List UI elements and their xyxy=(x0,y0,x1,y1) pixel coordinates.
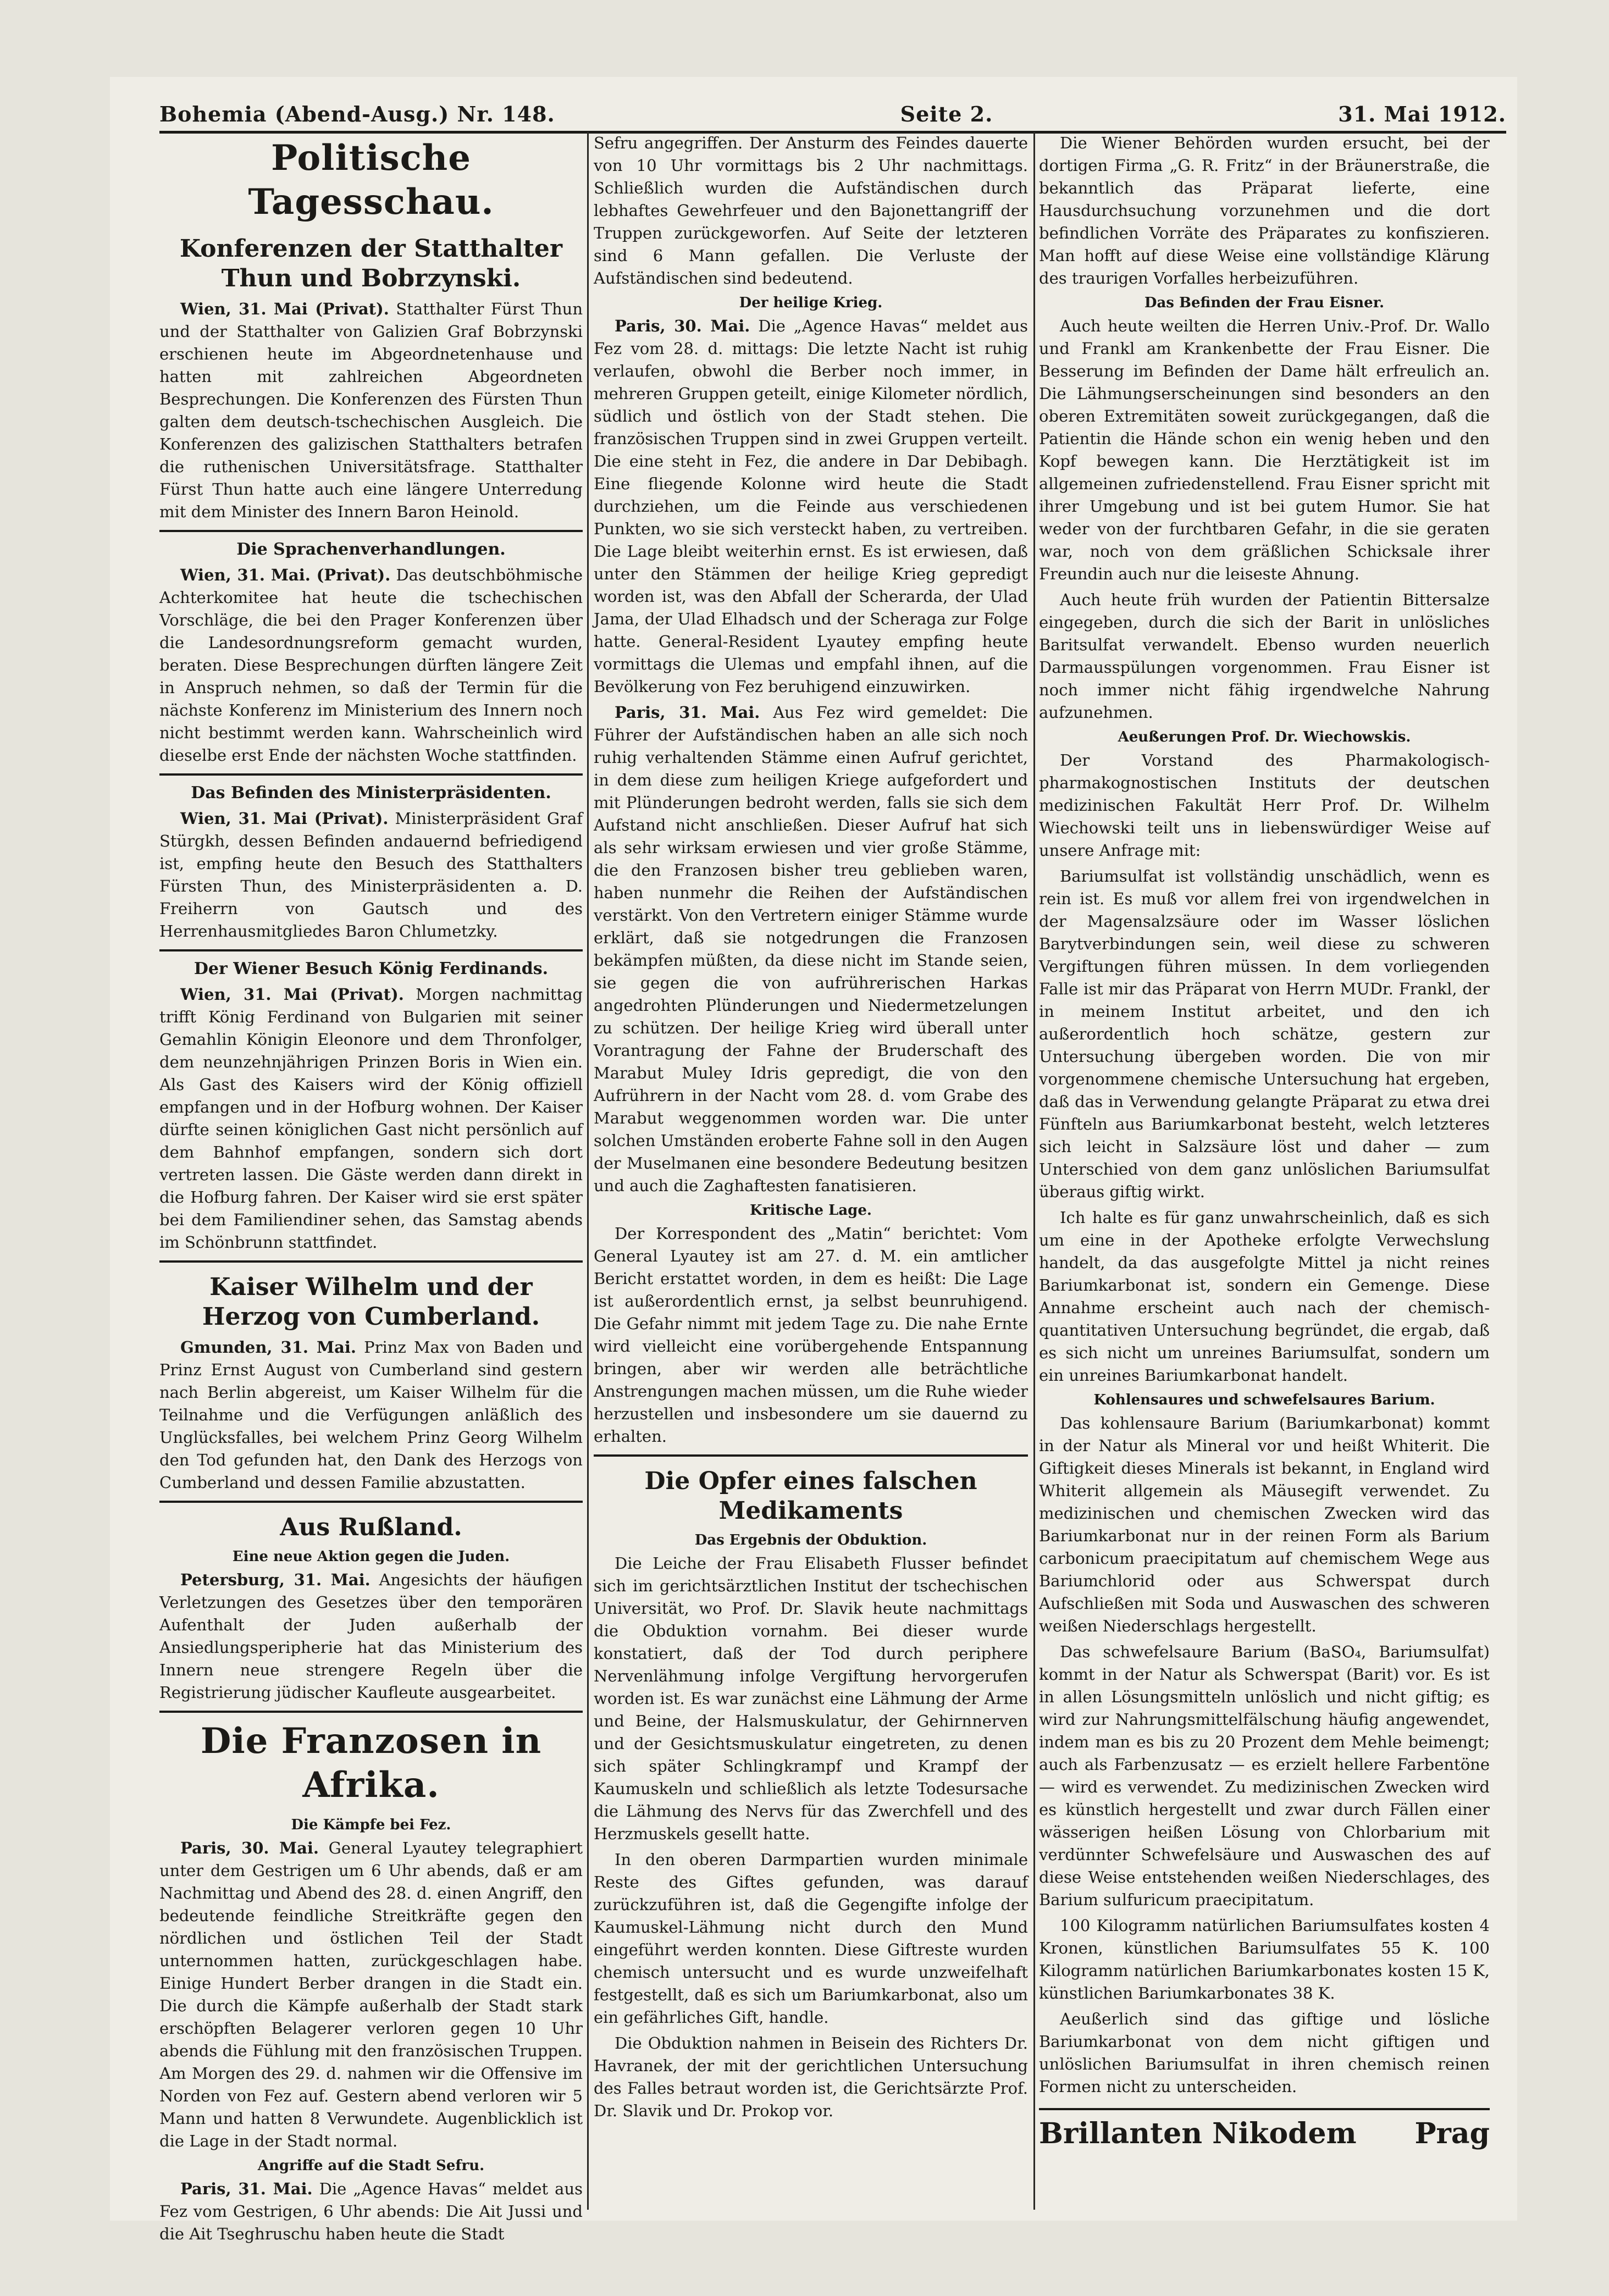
column-rule-2 xyxy=(1033,132,1035,2210)
article-text: Das schwefelsaure Barium (BaSO₄, Bariumsulfat) kommt in der Natur als Schwerspat (Barit) vor. Es ist in allen Lösungsmitteln unlöslich und nicht giftig; es wird zur Nahrungsmittelfälschung häufig angewendet, indem man es bis zu 20 Prozent dem Mehle beimengt; auch als Farbenzusatz — es erzielt hellere Farbentöne — wird es verwendet. Zu medizinischen Zwecken wird es künstlich hergestellt und zwar durch Fällen einer wässerigen heißen Lösung von Chlorbarium mit verdünnter Schwefelsäure und Auswaschen des auf diese Weise entstehenden weißen Niederschlages, des Barium sulfuricum praecipitatum. xyxy=(1039,1642,1490,1909)
article-text: Ministerpräsident Graf Stürgkh, dessen Befinden andauernd befriedigend ist, empfing heute den Besuch des Statthalters Fürsten Thun, des Ministerpräsidenten a. D. Freiherrn von Gautsch und des Herrenhausmitgliedes Baron Chlumetzky. xyxy=(159,809,583,940)
ad-name: Brillanten Nikodem xyxy=(1039,2117,1357,2150)
dateline: Wien, 31. Mai (Privat). xyxy=(180,809,389,828)
article-title: Die Opfer eines falschen Medikaments xyxy=(644,1467,977,1525)
article-text: Statthalter Fürst Thun und der Statthalter von Galizien Graf Bobrzynski erschienen heute im Abgeordnetenhause und hatten mit zahlreichen Abgeordneten Besprechungen. Die Konferenzen des Fürsten Thun galten dem deutsch-tschechischen Ausgleich. Die Konferenzen des galizischen Statthalters betrafen die ruthenischen Universitätsfrage. Statthalter Fürst Thun hatte auch eine längere Unterredung mit dem Minister des Innern Baron Heinold. xyxy=(159,300,583,521)
article-title: Aus Rußland. xyxy=(280,1513,462,1541)
article-text: 100 Kilogramm natürlichen Bariumsulfates kosten 4 Kronen, künstlichen Bariumsulfates 55 K. 100 Kilogramm natürlichen Bariumkarbonates kosten 15 K, künstlichen Bariumkarbonates 38 K. xyxy=(1039,1916,1490,2002)
article-body xyxy=(594,701,1028,1197)
article-text: Bariumsulfat ist vollständig unschädlich, wenn es rein ist. Es muß vor allem frei von irgendwelchen in der Magensalzsäure oder im Wasser löslichen Barytverbindungen sein, weil diese zu schweren Vergiftungen führen müssen. In dem vorliegenden Falle ist mir das Präparat von Herrn MUDr. Frankl, der in meinem Institut arbeitet, und den ich außerordentlich hoch schätze, gestern zur Untersuchung übergeben worden. Die von mir vorgenommene chemische Untersuchung hat ergeben, daß das in Verwendung gelangte Präparat zu etwa drei Fünfteln aus Bariumkarbonat besteht, welch letzteres sich leicht in Salzsäure löst und daher — zum Unterschied von dem ganz unlöslichen Bariumsulfat überaus giftig wirkt. xyxy=(1039,867,1490,1201)
divider xyxy=(594,1454,1028,1457)
divider xyxy=(159,1711,583,1713)
divider xyxy=(159,530,583,532)
article-body xyxy=(159,1569,583,1704)
article-text: Die Wiener Behörden wurden ersucht, bei der dortigen Firma „G. R. Fritz“ in der Bräunerstraße, die bekanntlich das Präparat lieferte, eine Hausdurchsuchung vorzunehmen und die dort befindlichen Vorräte des Präparates zu konfiszieren. Man hofft auf diese Weise eine vollständige Klärung des traurigen Vorfalles herbeizuführen. xyxy=(1039,134,1490,287)
divider xyxy=(159,949,583,951)
section-kicker: Angriffe auf die Stadt Sefru. xyxy=(257,2157,485,2174)
article-text: Aeußerlich sind das giftige und lösliche Bariumkarbonat von dem nicht giftigen und unlöslichen Bariumsulfat in ihren chemisch reinen Formen nicht zu unterscheiden. xyxy=(1039,2010,1490,2096)
dateline: Paris, 30. Mai. xyxy=(180,1839,319,1857)
dateline: Paris, 30. Mai. xyxy=(615,317,750,335)
article-body xyxy=(159,298,583,523)
article-text: Die „Agence Havas“ meldet aus Fez vom Gestrigen, 6 Uhr abends: Die Ait Jussi und die Ait Tseghruschu haben heute die Stadt xyxy=(159,2179,583,2243)
ad-city: Prag xyxy=(1414,2117,1490,2150)
article-body xyxy=(159,1336,583,1494)
dateline: Wien, 31. Mai. (Privat). xyxy=(180,566,391,584)
article-text: Auch heute früh wurden der Patientin Bittersalze eingegeben, durch die sich der Barit in unlösliches Baritsulfat verwandelt. Ebenso wurden neuerlich Darmausspülungen vorgenommen. Frau Eisner ist noch immer nicht fähig irgendwelche Nahrung aufzunehmen. xyxy=(1039,590,1490,722)
divider xyxy=(159,1260,583,1263)
article-text: Angesichts der häufigen Verletzungen des Gesetzes über den temporären Aufenthalt der Juden außerhalb der Ansiedlungsperipherie hat das Ministerium des Innern neue strengere Regeln über die Registrierung jüdischer Kaufleute ausgearbeitet. xyxy=(159,1570,583,1702)
advertisement xyxy=(1039,2108,1490,2153)
divider xyxy=(159,1501,583,1503)
article-text: Prinz Max von Baden und Prinz Ernst August von Cumberland sind gestern nach Berlin abgereist, um Kaiser Wilhelm für die Teilnahme und die Verfügungen anläßlich des Unglücksfalles, bei welchem Prinz Georg Wilhelm den Tod gefunden hat, den Dank des Herzogs von Cumberland und dessen Familie abzustatten. xyxy=(159,1338,583,1492)
section-kicker: Kohlensaures und schwefelsaures Barium. xyxy=(1093,1392,1435,1408)
article-body xyxy=(159,564,583,767)
article-text: Das deutschböhmische Achterkomitee hat heute die tschechischen Vorschläge, die bei den Prager Konferenzen über die Landesordnungsreform gemacht wurden, beraten. Diese Besprechungen dürften längere Zeit in Anspruch nehmen, so daß der Termin für die nächste Konferenz im Ministerium des Innern noch nicht bestimmt werden kann. Wahrscheinlich wird dieselbe erst Ende der nächsten Woche stattfinden. xyxy=(159,566,583,765)
article-body xyxy=(159,2178,583,2245)
article-text: Das kohlensaure Barium (Bariumkarbonat) kommt in der Natur als Mineral vor und heißt Whiterit. Die Giftigkeit dieses Minerals ist bekannt, in England wird Whiterit allgemein als Mäusegift verwendet. Zu medizinischen und chemischen Zwecken wird das Bariumkarbonat nur in der reinen Form als Barium carbonicum praecipitatum auf chemischem Wege aus Bariumchlorid oder aus Schwerspat durch Aufschließen mit Soda und Auswaschen des schweren weißen Niederschlags hergestellt. xyxy=(1039,1414,1490,1635)
article-title: Die Sprachenverhandlungen. xyxy=(236,540,506,559)
column-rule-1 xyxy=(587,132,589,2210)
article-title: Konferenzen der Statthalter Thun und Bobrzynski. xyxy=(179,235,563,292)
dateline: Petersburg, 31. Mai. xyxy=(180,1570,371,1589)
article-text: In den oberen Darmpartien wurden minimale Reste des Giftes gefunden, was darauf zurückzuführen ist, daß die Gegengifte infolge der Kaumuskel-Lähmung nicht durch den Mund eingeführt werden konnten. Diese Giftreste wurden chemisch untersucht und es wurde unzweifelhaft festgestellt, daß es sich um Bariumkarbonat, also um ein gefährliches Gift, handle. xyxy=(594,1850,1028,2027)
article-body xyxy=(594,315,1028,698)
dateline: Paris, 31. Mai. xyxy=(615,703,760,722)
section-kicker: Der heilige Krieg. xyxy=(739,295,883,311)
article-text: Ich halte es für ganz unwahrscheinlich, daß es sich um eine in der Apotheke erfolgte Verwechslung handelt, da das ausgefolgte Mittel ja nicht reines Bariumkarbonat ist, sondern ein Gemenge. Diese Annahme erscheint auch nach der chemisch-quantitativen Untersuchung begründet, die ergab, daß es sich nicht um unreines Bariumsulfat, sondern um ein unreines Bariumkarbonat handelt. xyxy=(1039,1208,1490,1385)
article-title: Die Franzosen in Afrika. xyxy=(200,1720,542,1806)
dateline: Wien, 31. Mai (Privat). xyxy=(180,985,404,1004)
article-subtitle: Das Ergebnis der Obduktion. xyxy=(694,1532,927,1548)
section-kicker: Aeußerungen Prof. Dr. Wiechowskis. xyxy=(1118,729,1411,745)
column-2 xyxy=(594,132,1028,2210)
column-3 xyxy=(1039,132,1490,2210)
article-title: Kaiser Wilhelm und der Herzog von Cumberland. xyxy=(202,1273,540,1331)
article-body xyxy=(159,983,583,1254)
article-title: Der Wiener Besuch König Ferdinands. xyxy=(193,959,549,978)
article-title: Das Befinden des Ministerpräsidenten. xyxy=(191,783,551,803)
dateline: Wien, 31. Mai (Privat). xyxy=(180,300,389,318)
section-kicker: Kritische Lage. xyxy=(750,1202,872,1219)
article-subtitle: Die Kämpfe bei Fez. xyxy=(291,1817,451,1833)
article-text: General Lyautey telegraphiert unter dem Gestrigen um 6 Uhr abends, daß er am Nachmittag und Abend des 28. d. einen Angriff, den bedeutende feindliche Streitkräfte gegen den nördlichen und östlichen Teil der Stadt unternommen hatten, zurückgeschlagen habe. Einige Hundert Berber drangen in die Stadt ein. Die durch die Kämpfe außerhalb der Stadt stark erschöpften Belagerer verloren gegen 10 Uhr abends die Fühlung mit den französischen Truppen. Am Morgen des 29. d. nahmen wir die Offensive im Norden von Fez auf. Gestern abend verloren wir 5 Mann und hatten 8 Verwundete. Augenblicklich ist die Lage in der Stadt normal. xyxy=(159,1839,583,2150)
masthead-page-number: Seite 2. xyxy=(900,102,993,126)
masthead-title: Bohemia (Abend-Ausg.) Nr. 148. xyxy=(159,102,555,126)
article-body xyxy=(159,1837,583,2153)
article-text: Aus Fez wird gemeldet: Die Führer der Aufständischen haben an alle sich noch ruhig verhaltenden Stämme einen Aufruf gerichtet, in dem diese zum heiligen Kriege aufgefordert und mit Plünderungen bedroht werden, falls sie sich dem Aufstand nicht anschließen. Dieser Aufruf hat sich als sehr wirksam erwiesen und vier große Stämme, die den Franzosen bisher treu geblieben waren, haben nunmehr die Reihen der Aufständischen verstärkt. Von den Vertretern einiger Stämme wurde erklärt, daß sie notgedrungen die Franzosen bekämpfen müßten, da diese nicht im Stande seien, sie gegen die von aufrührerischen Harkas angedrohten Plünderungen und Niedermetzelungen zu schützen. Der heilige Krieg wird überall unter Vorantragung der Fahne der Bruderschaft des Marabut Muley Idris gepredigt, die von den Aufrührern in der Nacht vom 28. d. vom Grabe des Marabut weggenommen worden war. Die unter solchen Umständen eroberte Fahne soll in den Augen der Muselmanen eine besondere Bedeutung besitzen und auch die Zaghaftesten fanatisieren. xyxy=(594,703,1028,1195)
article-text: Die Leiche der Frau Elisabeth Flusser befindet sich im gerichtsärztlichen Institut der tschechischen Universität, wo Prof. Dr. Slavik heute nachmittags die Obduktion vornahm. Bei dieser wurde konstatiert, daß der Tod durch periphere Nervenlähmung infolge Vergiftung hervorgerufen worden ist. Es war zunächst eine Lähmung der Arme und Beine, der Halsmuskulatur, der Gehirnnerven und der Gesichtsmuskulatur eingetreten, zu denen sich später Schlingkrampf und Krampf der Kaumuskeln und schließlich als letzte Todesursache die Lähmung des Nervs für das Zwerchfell und des Herzmuskels gesellt hatte. xyxy=(594,1554,1028,1843)
article-subtitle: Eine neue Aktion gegen die Juden. xyxy=(232,1548,510,1565)
newspaper-page xyxy=(110,77,1517,2243)
masthead xyxy=(159,77,1506,134)
article-text: Morgen nachmittag trifft König Ferdinand von Bulgarien mit seiner Gemahlin Königin Eleonore und dem Thronfolger, dem neunzehnjährigen Prinzen Boris in Wien ein. Als Gast des Kaisers wird der König offiziell empfangen und in der Hofburg wohnen. Der Kaiser dürfte seinen königlichen Gast nicht persönlich auf dem Bahnhof empfangen, sondern sich dort vertreten lassen. Die Gäste werden dann direkt in die Hofburg fahren. Der Kaiser wird sie erst später bei dem Familiendiner sehen, das Samstag abends im Schönbrunn stattfindet. xyxy=(159,985,583,1252)
section-banner: Politische Tagesschau. xyxy=(248,137,494,223)
article-text: Die „Agence Havas“ meldet aus Fez vom 28. d. mittags: Die letzte Nacht ist ruhig verlaufen, obwohl die Berber noch immer, in mehreren Gruppen geteilt, einige Kilometer nördlich, südlich und östlich von der Stadt stehen. Die französischen Truppen sind in zwei Gruppen verteilt. Die eine steht in Fez, die andere in Dar Debibagh. Eine fliegende Kolonne wird heute die Stadt durchziehen, um die Feinde aus verschiedenen Punkten, wo sie sich versteckt haben, zu vertreiben. Die Lage bleibt weiterhin ernst. Es ist erwiesen, daß unter den Stämmen der heilige Krieg gepredigt worden ist, was den Abfall der Scherarda, der Ulad Jama, der Ulad Elhadsch und der Scheraga zur Folge hatte. General-Resident Lyautey empfing heute vormittags die Ulemas und empfahl ihnen, auf die Bevölkerung von Fez beruhigend einzuwirken. xyxy=(594,317,1029,696)
article-text: Auch heute weilten die Herren Univ.-Prof. Dr. Wallo und Frankl am Krankenbette der Frau Eisner. Die Besserung im Befinden der Dame hält erfreulich an. Die Lähmungserscheinungen sind besonders an den oberen Extremitäten soweit zurückgegangen, daß die Patientin die Hände schon ein wenig heben und den Kopf bewegen kann. Die Herztätigkeit ist im allgemeinen zufriedenstellend. Frau Eisner spricht mit ihrer Umgebung und ist bei gutem Humor. Sie hat weder von der furchtbaren Gefahr, in die sie geraten war, noch von dem gräßlichen Schicksale ihrer Freundin auch nur die leiseste Ahnung. xyxy=(1039,317,1490,583)
article-text: Sefru angegriffen. Der Ansturm des Feindes dauerte von 10 Uhr vormittags bis 2 Uhr nachmittags. Schließlich wurden die Aufständischen durch lebhaftes Gewehrfeuer und den Bajonettangriff der Truppen zurückgeworfen. Auf Seite der letzteren sind 6 Mann gefallen. Die Verluste der Aufständischen sind bedeutend. xyxy=(594,134,1028,287)
dateline: Paris, 31. Mai. xyxy=(180,2179,313,2198)
article-text: Der Korrespondent des „Matin“ berichtet: Vom General Lyautey ist am 27. d. M. ein amtlicher Bericht erstattet worden, in dem es heißt: Die Lage ist außerordentlich ernst, ja selbst beunruhigend. Die Gefahr nimmt mit jedem Tage zu. Die nahe Ernte wird vielleicht eine vorübergehende Entspannung bringen, aber wir werden alle beträchtliche Anstrengungen machen müssen, um die Ruhe wieder herzustellen und insbesondere um sie dauernd zu erhalten. xyxy=(594,1224,1028,1446)
article-text: Der Vorstand des Pharmakologisch-pharmakognostischen Instituts der deutschen medizinischen Fakultät Herr Prof. Dr. Wilhelm Wiechowski teilt uns in liebenswürdiger Weise auf unsere Anfrage mit: xyxy=(1039,751,1490,860)
masthead-date: 31. Mai 1912. xyxy=(1338,102,1506,126)
article-body xyxy=(159,807,583,943)
divider xyxy=(159,773,583,776)
section-kicker: Das Befinden der Frau Eisner. xyxy=(1144,295,1385,311)
column-1 xyxy=(159,132,583,2243)
dateline: Gmunden, 31. Mai. xyxy=(180,1338,356,1357)
article-text: Die Obduktion nahmen in Beisein des Richters Dr. Havranek, der mit der gerichtlichen Untersuchung des Falles betraut worden ist, die Gerichtsärzte Prof. Dr. Slavik und Dr. Prokop vor. xyxy=(594,2034,1028,2120)
